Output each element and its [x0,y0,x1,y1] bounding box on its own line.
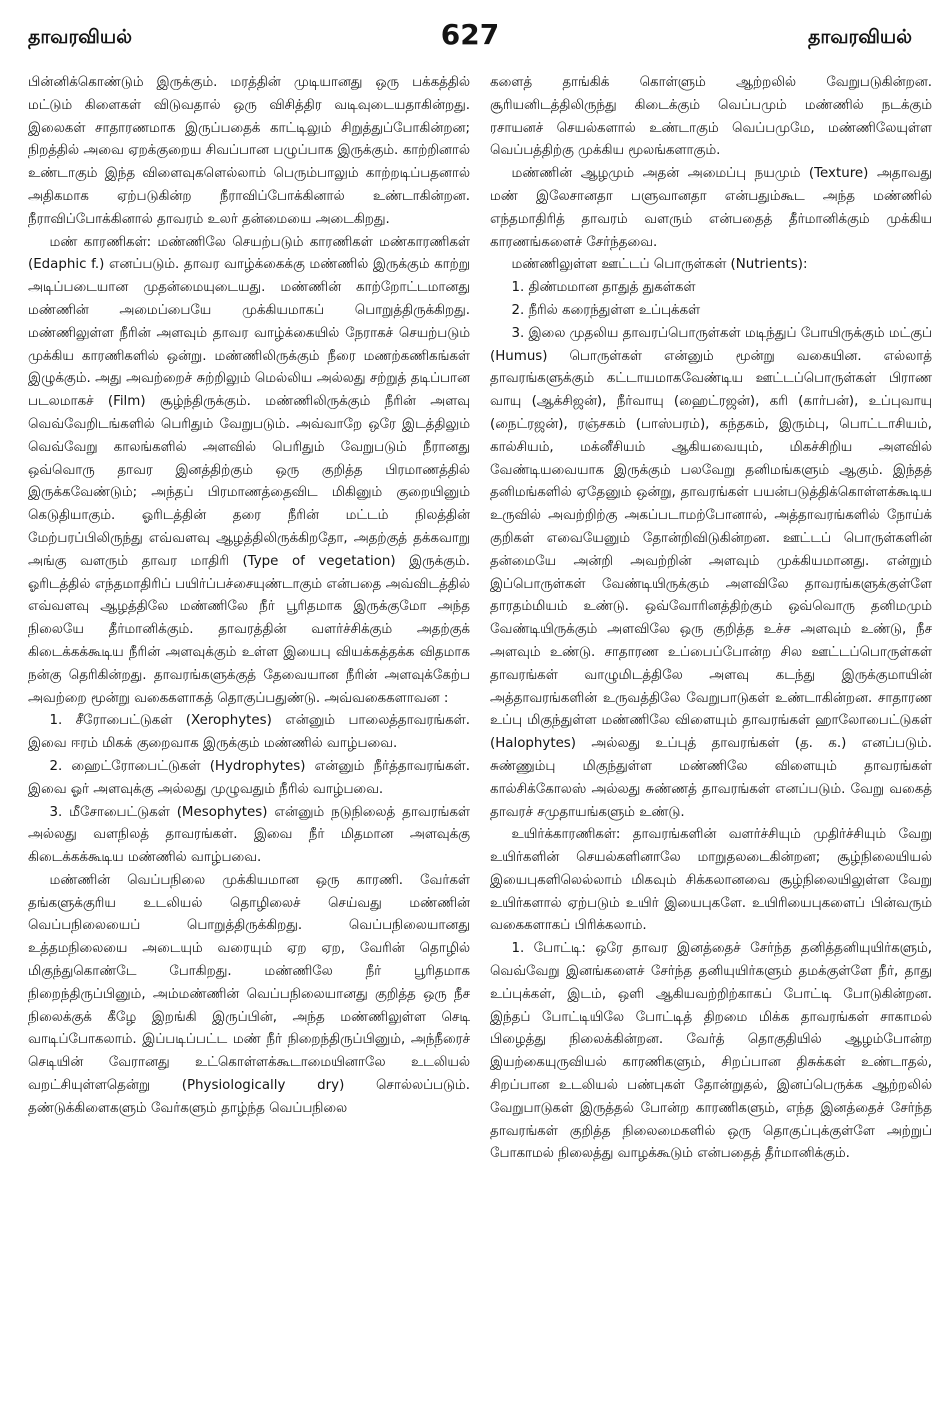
right-column [490,72,932,1412]
paragraph: மண்ணின் ஆழமும் அதன் அமைப்பு நயமும் (Texture) அதாவது மண் இலேசானதா பளுவானதா என்பதும்கூட அந்த மண்ணில் எந்தமாதிரித் தாவரம் வளரும் என்பதைத் தீர்மானிக்கும் முக்கிய காரணங்களைச் சேர்ந்தவை. [490,166,932,250]
paragraph: பின்னிக்கொண்டும் இருக்கும். மரத்தின் முடியானது ஒரு பக்கத்தில் மட்டும் கிளைகள் விடுவதால் ஒரு விசித்திர வடிவுடையதாகின்றது. இலைகள் சாதாரணமாக இருப்பதைக் காட்டிலும் சிறுத்துப்போகின்றன; நிறத்தில் அவை ஏறக்குறைய சிவப்பான பழுப்பாக இருக்கும். காற்றினால் உண்டாகும் இந்த விளைவுகளெல்லாம் பெரும்பாலும் காற்றடிப்பதனால் அதிகமாக ஏற்படுகின்ற நீராவிப்போக்கினால் உண்டாகின்றன. நீராவிப்போக்கினால் தாவரம் உலர் தன்மையை அடைகிறது. [28,75,470,227]
list-item: 1. சீரோபைட்டுகள் (Xerophytes) என்னும் பாலைத்தாவரங்கள். இவை ஈரம் மிகக் குறைவாக இருக்கும் மண்ணில் வாழ்பவை. [28,713,470,752]
left-column [28,72,470,1412]
running-head-right: தாவரவியல் [808,26,912,48]
list-item: 2. ஹைட்ரோபைட்டுகள் (Hydrophytes) என்னும் நீர்த்தாவரங்கள். இவை ஓர் அளவுக்கு அல்லது முழுவதும் நீரில் வாழ்பவை. [28,758,470,797]
list-item: 1. திண்மமான தாதுத் துகள்கள் [511,280,696,296]
paragraph: மண்ணிலுள்ள ஊட்டப் பொருள்கள் (Nutrients): [511,257,808,273]
list-item: 3. இலை முதலிய தாவரப்பொருள்கள் மடிந்துப் போயிருக்கும் மட்குப் (Humus) பொருள்கள் என்னும் மூன்று வகையின. எல்லாத் தாவரங்களுக்கும் கட்டாயமாகவேண்டிய ஊட்டப்பொருள்கள் பிராண வாயு (ஆக்சிஜன்), நீர்வாயு (ஹைட்ரஜன்), கரி (கார்பன்), உப்புவாயு (நைட்ரஜன்), ரஞ்சகம் (பாஸ்பரம்), கந்தகம், இரும்பு, பொட்டாசியம், கால்சியம், மக்னீசியம் ஆகியவையும், மிகச்சிறிய அளவில் வேண்டியவையாக இருக்கும் பலவேறு தனிமங்களும் ஆகும். இந்தத் தனிமங்களில் ஏதேனும் ஒன்று, தாவரங்கள் பயன்படுத்திக்கொள்ளக்கூடிய உருவில் அவற்றிற்கு அகப்படாமற்போனால், அத்தாவரங்களில் நோய்க் குறிகள் எவையேனும் தோன்றிவிடுகின்றன. ஊட்டப் பொருள்களின் தன்மையே அன்றி அவற்றின் அளவும் முக்கியமானது. என்றும் இப்பொருள்கள் வேண்டியிருக்கும் அளவிலே தாவரங்களுக்குள்ளே தாரதம்மியம் உண்டு. ஒவ்வோரினத்திற்கும் ஒவ்வொரு தனிமமும் வேண்டியிருக்கும் அளவிலே ஒரு குறித்த உச்ச அளவும் உண்டு, நீச அளவும் உண்டு. சாதாரண உப்பைப்போன்ற சில ஊட்டப்பொருள்கள் தாவரங்கள் வாழுமிடத்திலே அளவு கடந்து இருக்குமாயின் அத்தாவரங்களின் உருவத்திலே வேறுபாடுகள் உண்டாகின்றன. சாதாரண உப்பு மிகுந்துள்ள மண்ணிலே விளையும் தாவரங்கள் ஹாலோபைட்டுகள் (Halophytes) அல்லது உப்புத் தாவரங்கள் (த. க.) எனப்படும். சுண்ணும்பு மிகுந்துள்ள மண்ணிலே விளையும் தாவரங்கள் கால்சிக்கோலஸ் அல்லது சுண்ணத் தாவரங்கள் எனப்படும். வேறு வகைத் தாவரச் சமுதாயங்களும் உண்டு. [490,325,932,820]
paragraph: உயிர்க்காரணிகள்: தாவரங்களின் வளர்ச்சியும் முதிர்ச்சியும் வேறு உயிர்களின் செயல்களினாலே மாறுதலடைகின்றன; சூழ்நிலையியல் இயைபுகளிலெல்லாம் மிகவும் சிக்கலானவை சூழ்நிலையிலுள்ள வேறு உயிர்களால் ஏற்படும் உயிர் இயைபுகளே. உயிரியைபுகளைப் பின்வரும் வகைகளாகப் பிரிக்கலாம். [490,827,932,934]
page-number: 627 [440,18,500,51]
paragraph: களைத் தாங்கிக் கொள்ளும் ஆற்றலில் வேறுபடுகின்றன. சூரியனிடத்திலிருந்து கிடைக்கும் வெப்பமும் மண்ணில் நடக்கும் ரசாயனச் செயல்களால் உண்டாகும் வெப்பமுமே, மண்ணிலேயுள்ள வெப்பத்திற்கு முக்கிய மூலங்களாகும். [490,75,932,159]
list-item: 3. மீசோபைட்டுகள் (Mesophytes) என்னும் நடுநிலைத் தாவரங்கள் அல்லது வளநிலத் தாவரங்கள். இவை நீர் மிதமான அளவுக்கு கிடைக்கக்கூடிய மண்ணில் வாழ்பவை. [28,804,470,866]
paragraph: மண் காரணிகள்: மண்ணிலே செயற்படும் காரணிகள் மண்காரணிகள் (Edaphic f.) எனப்படும். தாவர வாழ்க்கைக்கு மண்ணில் இருக்கும் காற்று அடிப்படையான முதன்மையுடையது. மண்ணின் காற்றோட்டமானது மண்ணின் அமைப்பையே முக்கியமாகப் பொறுத்திருக்கிறது. மண்ணிலுள்ள நீரின் அளவும் தாவர வாழ்க்கையில் நேராகச் செயற்படும் முக்கிய காரணிகளில் ஒன்று. மண்ணிலிருக்கும் நீரை மணற்கணிகங்கள் இழுக்கும். அது அவற்றைச் சுற்றிலும் மெல்லிய அல்லது சற்றுத் தடிப்பான படலமாகச் (Film) சூழ்ந்திருக்கும். மண்ணிலிருக்கும் நீரின் அளவு வெவ்வேறிடங்களில் பெரிதும் வேறுபடும். அவ்வாறே ஒரே இடத்திலும் வெவ்வேறு காலங்களில் அளவில் பெரிதும் வேறுபடும் நீரானது ஒவ்வொரு தாவர இனத்திற்கும் ஒரு குறித்த பிரமாணத்தில் இருக்கவேண்டும்; அந்தப் பிரமாணத்தைவிட மிகினும் குறையினும் கெடுதியாகும். ஓரிடத்தின் தரை நீரின் மட்டம் நிலத்தின் மேற்பரப்பிலிருந்து எவ்வளவு ஆழத்திலிருக்கிறதோ, அதற்குத் தக்கவாறு அங்கு வளரும் தாவர மாதிரி (Type of vegetation) இருக்கும். ஓரிடத்தில் எந்தமாதிரிப் பயிர்ப்பச்சையுண்டாகும் என்பதை அவ்விடத்தில் எவ்வளவு ஆழத்திலே மண்ணிலே நீர் பூரிதமாக இருக்குமோ அந்த நிலையே தீர்மானிக்கும். தாவரத்தின் வளர்ச்சிக்கும் அதற்குக் கிடைக்கக்கூடிய நீரின் அளவுக்கும் உள்ள இயைபு வியக்கத்தக்க விதமாக நன்கு தெரிகின்றது. தாவரங்களுக்குத் தேவையான நீரின் அளவுக்கேற்ப அவற்றை மூன்று வகைகளாகத் தொகுப்பதுண்டு. அவ்வகைகளாவன : [28,234,470,706]
paragraph: 1. போட்டி: ஒரே தாவர இனத்தைச் சேர்ந்த தனித்தனியுயிர்களும், வெவ்வேறு இனங்களைச் சேர்ந்த தனியுயிர்களும் தமக்குள்ளே நீர், தாது உப்புக்கள், இடம், ஒளி ஆகியவற்றிற்காகப் போட்டி போடுகின்றன. இந்தப் போட்டியிலே போட்டித் திறமை மிக்க தாவரங்கள் சாகாமல் பிழைத்து நிலைக்கின்றன. வேர்த் தொகுதியில் ஆழம்போன்ற இயற்கையுருவியல் காரணிகளும், சிறப்பான திசுக்கள் உண்டாதல், சிறப்பான உடலியல் பண்புகள் தோன்றுதல், இனப்பெருக்க ஆற்றலில் வேறுபாடுகள் இருத்தல் போன்ற காரணிகளும், எந்த இனத்தைச் சேர்ந்த தாவரங்கள் குறித்த நிலைமைகளில் ஒரு தொகுப்புக்குள்ளே அற்றுப் போகாமல் நிலைத்து வாழக்கூடும் என்பதைத் தீர்மானிக்கும். [490,941,932,1162]
paragraph: மண்ணின் வெப்பநிலை முக்கியமான ஒரு காரணி. வேர்கள் தங்களுக்குரிய உடலியல் தொழிலைச் செய்வது மண்ணின் வெப்பநிலையைப் பொறுத்திருக்கிறது. வெப்பநிலையானது உத்தமநிலையை அடையும் வரையும் ஏற ஏற, வேரின் தொழில் மிகுந்துகொண்டே போகிறது. மண்ணிலே நீர் பூரிதமாக நிறைந்திருப்பினும், அம்மண்ணின் வெப்பநிலையானது குறித்த ஒரு நீச நிலைக்குக் கீழே இறங்கி இருப்பின், அந்த மண்ணிலுள்ள செடி வாடிப்போகலாம். இப்படிப்பட்ட மண் நீர் நிறைந்திருப்பினும், அந்நீரைச் செடியின் வேரானது உட்கொள்ளக்கூடாமையினாலே உடலியல் வறட்சியுள்ளதென்று (Physiologically dry) சொல்லப்படும். தண்டுக்கிளைகளும் வேர்களும் தாழ்ந்த வெப்பநிலை [28,872,470,1116]
list-item: 2. நீரில் கரைந்துள்ள உப்புக்கள் [511,302,701,318]
running-head-left: தாவரவியல் [28,26,132,48]
page-header [28,18,912,58]
